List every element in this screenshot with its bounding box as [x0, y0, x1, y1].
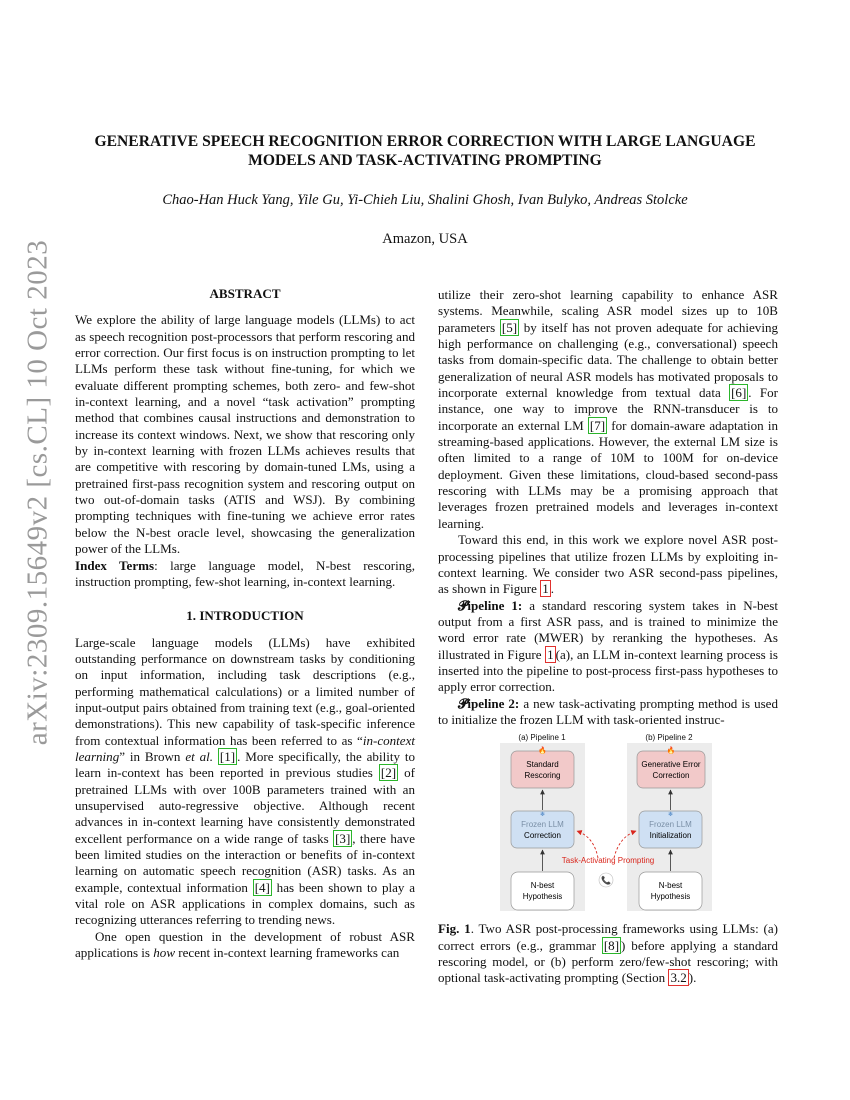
svg-text:📞: 📞 [601, 876, 611, 886]
abstract-heading: ABSTRACT [209, 286, 281, 301]
intro-paragraph-3: utilize their zero-shot learning capability to enhance ASR systems. Meanwhile, scaling ASR model sizes up to 10B parameters [5] by itself has not proven adequate for achieving high performance on challenging (e.g., conversational) speech tasks from domain-specific data. The challenge to obtain better generalization of neural ASR models has motivated proposals to incorporate external knowledge from textual data [6] . For instance, one way to improve the RNN-transducer is to incorporate an external LM [7] for domain-aware adaptation in streaming-based applications. However, the external LM size is often limited to a range of 10M to 100M for on-device deployment. Given these limitations, cloud-based second-pass rescoring with LLMs may be a promising approach that leverages frozen pretrained models and leverages in-context learning. [438, 287, 778, 531]
pipeline-2-label: (b) Pipeline 2 [645, 733, 693, 743]
snowflake-icon: ❄ [539, 812, 546, 819]
pipeline-2-paragraph: 𝓟ipeline 2: a new task-activating prompting method is used to initialize the frozen LLM with task-oriented instruc- [438, 695, 778, 727]
right-column [438, 287, 778, 987]
svg-text:Frozen LLM: Frozen LLM [649, 820, 692, 830]
standard-rescoring-box [511, 751, 574, 788]
pipeline-1-paragraph: 𝓟ipeline 1: a standard rescoring system takes in N-best output from a first ASR pass, and is trained to minimize the word error rate (MWER) by reranking the hypotheses. As illustrated in Figure 1 (a), an LLM in-context learning process is inserted into the pipeline to post-process first-pass hypotheses to apply error correction. [438, 597, 779, 695]
pipeline-1-label: (a) Pipeline 1 [518, 733, 566, 743]
figure-1 [438, 733, 778, 913]
intro-heading: 1. INTRODUCTION [186, 608, 304, 624]
intro-paragraph-2: One open question in the development of robust ASR applications is how recent in-context learning frameworks can [75, 928, 415, 961]
fire-icon: 🔥 [666, 746, 676, 755]
svg-text:N-best: N-best [658, 881, 683, 891]
nbest-hypothesis-box-2 [639, 872, 702, 910]
fire-icon: 🔥 [538, 746, 547, 755]
intro-paragraph-4: Toward this end, in this work we explore novel ASR post-processing pipelines that utilize frozen LLMs by exploiting in-context learning. We consider two ASR second-pass pipelines, as shown in Figure 1 . [438, 532, 778, 597]
pipeline-diagram [500, 733, 720, 913]
paper-title: GENERATIVE SPEECH RECOGNITION ERROR CORRECTION WITH LARGE LANGUAGE MODELS AND TASK-ACTIVATING PROMPTING [94, 133, 756, 169]
citation-link[interactable]: [2] [380, 765, 397, 781]
affiliation: Amazon, USA [382, 231, 468, 247]
citation-link[interactable]: [5] [501, 319, 518, 335]
citation-link[interactable]: [6] [731, 385, 747, 401]
citation-link[interactable]: [7] [589, 417, 606, 433]
citation-link[interactable]: [8] [603, 937, 620, 953]
arxiv-id: arXiv:2309.15649v2 [cs.CL] 10 Oct 2023 [21, 239, 54, 745]
svg-text:N-best: N-best [530, 881, 555, 891]
svg-text:Standard: Standard [526, 760, 559, 770]
author-list: Chao-Han Huck Yang, Yile Gu, Yi-Chieh Liu, Shalini Ghosh, Ivan Bulyko, Andreas Stolcke [162, 192, 688, 208]
task-activating-prompting-label: Task-Activating Prompting [561, 856, 655, 866]
svg-text:Generative Error: Generative Error [641, 760, 701, 770]
index-terms: Index Terms: large language model, N-best rescoring, instruction prompting, few-shot learning, in-context learning. [75, 557, 416, 589]
svg-text:Initialization: Initialization [649, 831, 692, 841]
abstract-text: We explore the ability of large language models (LLMs) to act as speech recognition post-processors that perform rescoring and error correction. Our first focus is on instruction prompting to let LLMs perform these task without fine-tuning, for which we evaluate different prompting schemes, both zero- and few-shot in-context learning, and a novel “task activation” prompting method that combines causal instructions and demonstration to increase its context windows. Next, we show that rescoring only by in-context learning with frozen LLMs achieves results that are competitive with rescoring by domain-tuned LMs, using a pretrained first-pass recognition system and rescoring output on two out-of-domain tasks (ATIS and WSJ). By combining prompting techniques with fine-tuning we achieve error rates below the N-best oracle level, showcasing the generalization power of the LLMs. [75, 312, 415, 557]
generative-error-correction-box [637, 751, 705, 788]
figure-ref-link[interactable]: 1 [547, 646, 554, 662]
svg-text:Hypothesis: Hypothesis [650, 892, 691, 902]
svg-text:Frozen LLM: Frozen LLM [521, 820, 564, 830]
section-ref-link[interactable]: 3.2 [670, 970, 687, 986]
svg-text:Correction: Correction [524, 831, 561, 841]
svg-text:Hypothesis: Hypothesis [522, 892, 563, 902]
intro-paragraph-1: Large-scale language models (LLMs) have exhibited outstanding performance on downstream tasks by conditioning on input information, including task descriptions (e.g., performing mathematical calculations) or a limited number of input-output pairs obtained from training text (e.g., goal-oriented demonstrations). This new capability of task-specific inference from contextual information has been referred to as “in-context learning” in Brown et al. [1] . More specifically, the ability to learn in-context has been reported in previous studies [2] of pretrained LLMs with over 100B parameters trained with an unsupervised auto-regressive objective. Although recent advances in in-context learning have consistently demonstrated excellent performance on a wide range of tasks [3] , there have been limited studies on the interaction or benefits of in-context learning on automatic speech recognition (ASR) tasks. As an example, contextual information [4] has been shown to play a vital role on ASR applications in complex domains, such as recognizing utterances referring to trending news. [75, 634, 415, 928]
citation-link[interactable]: [3] [335, 830, 351, 846]
citation-link[interactable]: [1] [219, 748, 236, 764]
snowflake-icon: ❄ [667, 812, 674, 819]
nbest-hypothesis-box-1 [511, 872, 574, 910]
arxiv-sidebar [18, 239, 58, 745]
left-column [75, 286, 415, 961]
figure-1-caption: Fig. 1. Two ASR post-processing frameworks using LLMs: (a) correct errors (e.g., grammar [8] ) before applying a standard rescoring model, or (b) perform zero/few-shot rescoring; with optional task-activating prompting (Section 3.2 ). [438, 921, 779, 986]
citation-link[interactable]: [4] [254, 879, 270, 895]
svg-text:Correction: Correction [652, 771, 690, 781]
figure-ref-link[interactable]: 1 [542, 581, 549, 597]
svg-text:Rescoring: Rescoring [524, 771, 561, 781]
